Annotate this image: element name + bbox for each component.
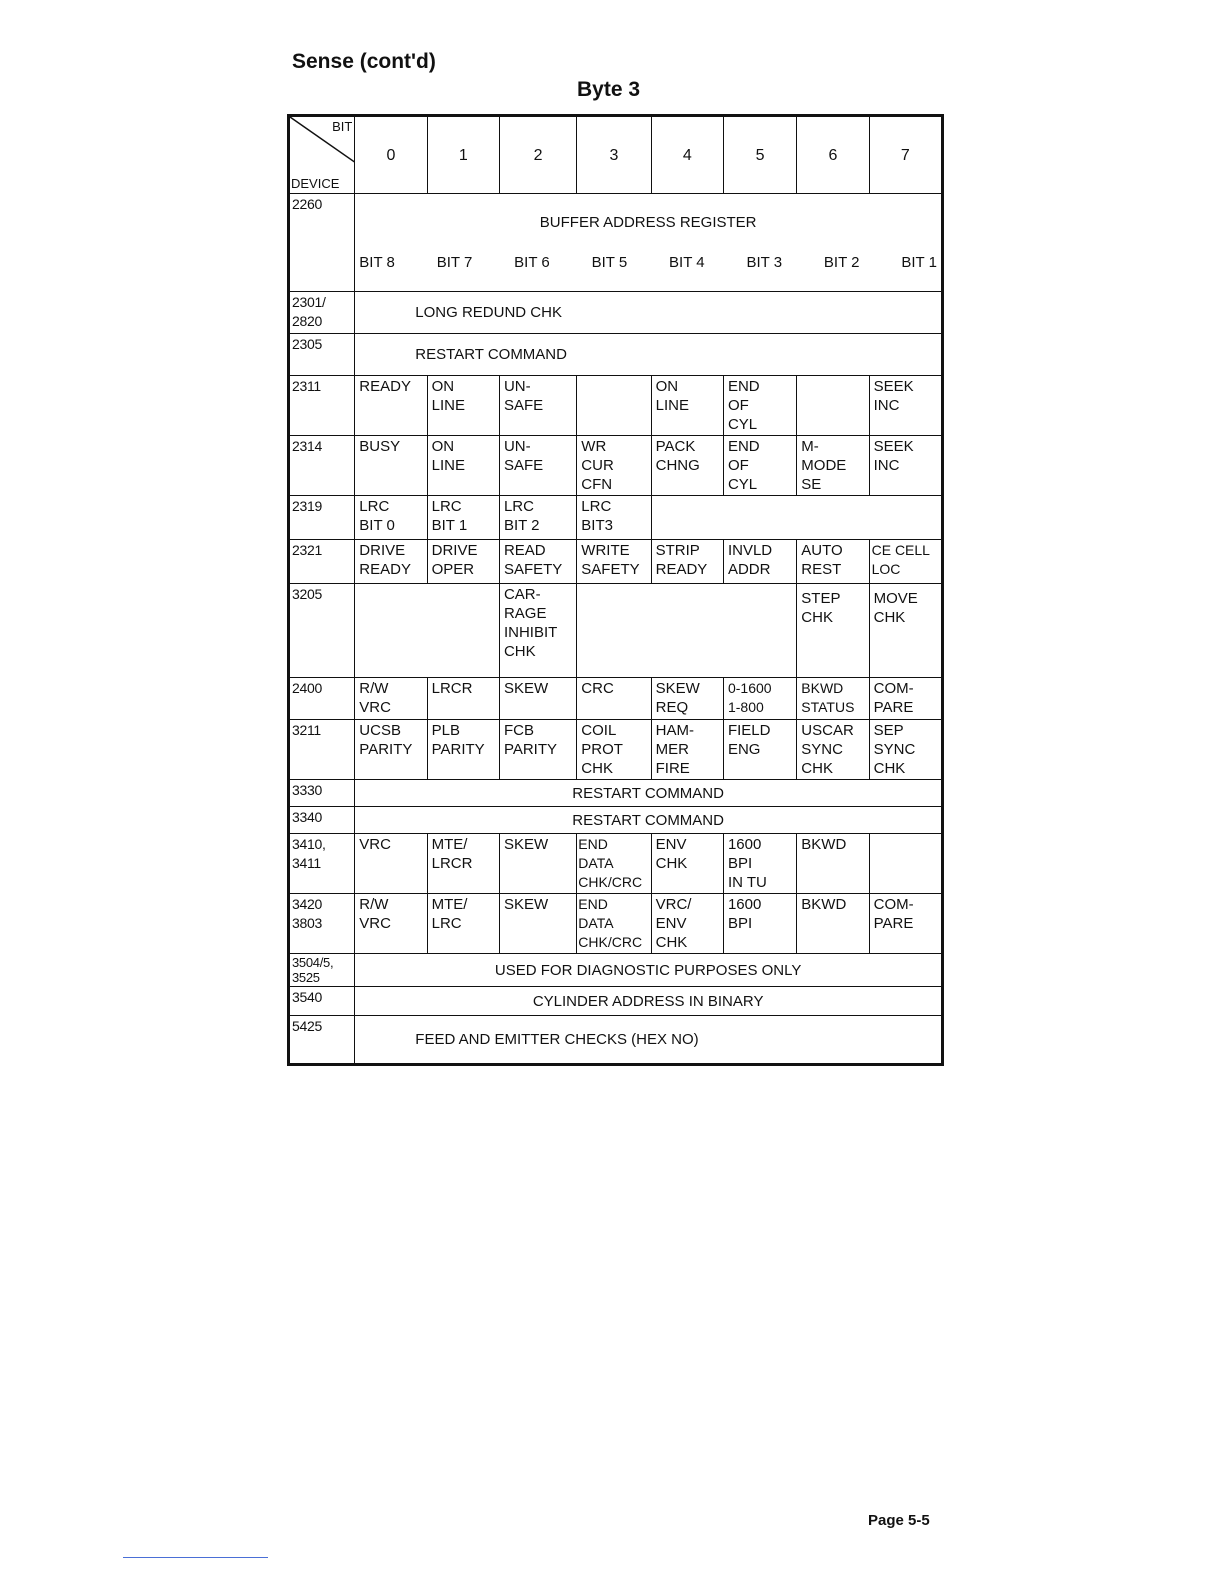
cell-2311-0: READY xyxy=(355,376,427,436)
bit-label-0: BIT 8 xyxy=(359,254,395,271)
cell-2321-2: READ SAFETY xyxy=(499,540,576,584)
cell-3330-span: RESTART COMMAND xyxy=(355,780,943,807)
bit-header-3: 3 xyxy=(577,116,651,194)
row-3540 xyxy=(289,987,943,1016)
cell-3410-7 xyxy=(869,834,942,894)
cell-3211-2: FCB PARITY xyxy=(499,720,576,780)
cell-2314-4: PACK CHNG xyxy=(651,436,723,496)
cell-2321-7: CE CELL LOC xyxy=(869,540,942,584)
bit-label-1: BIT 7 xyxy=(436,254,473,271)
row-2314 xyxy=(289,436,943,496)
bit-label: BIT xyxy=(332,119,353,134)
cell-2319-2: LRC BIT 2 xyxy=(499,496,576,540)
device-3340: 3340 xyxy=(289,807,355,834)
bit-label-7: BIT 1 xyxy=(901,254,937,271)
cell-3211-3: COIL PROT CHK xyxy=(577,720,651,780)
cell-2321-6: AUTO REST xyxy=(797,540,869,584)
cell-3205-2: CAR- RAGE INHIBIT CHK xyxy=(499,584,576,678)
cell-3420-5: 1600 BPI xyxy=(723,894,796,954)
row-2305 xyxy=(289,334,943,376)
row-2400 xyxy=(289,678,943,720)
bit-label-6: BIT 2 xyxy=(823,254,860,271)
bit-order-labels xyxy=(359,253,937,272)
cell-2319-empty xyxy=(651,496,942,540)
cell-3420-4: VRC/ ENV CHK xyxy=(651,894,723,954)
cell-2314-3: WR CUR CFN xyxy=(577,436,651,496)
bit-header-7: 7 xyxy=(869,116,942,194)
row-2311 xyxy=(289,376,943,436)
cell-2321-4: STRIP READY xyxy=(651,540,723,584)
device-3211: 3211 xyxy=(289,720,355,780)
bit-header-5: 5 xyxy=(723,116,796,194)
cell-2400-6: BKWD STATUS xyxy=(797,678,869,720)
cell-3410-6: BKWD xyxy=(797,834,869,894)
bit-header-1: 1 xyxy=(427,116,499,194)
cell-2400-0: R/W VRC xyxy=(355,678,427,720)
cell-2305-span: RESTART COMMAND xyxy=(355,334,943,376)
device-2319: 2319 xyxy=(289,496,355,540)
cell-2321-3: WRITE SAFETY xyxy=(577,540,651,584)
cell-2311-2: UN- SAFE xyxy=(499,376,576,436)
device-3540: 3540 xyxy=(289,987,355,1016)
cell-2400-4: SKEW REQ xyxy=(651,678,723,720)
device-3504: 3504/5, 3525 xyxy=(289,954,355,987)
cell-2400-1: LRCR xyxy=(427,678,499,720)
device-3205: 3205 xyxy=(289,584,355,678)
bit-header-4: 4 xyxy=(651,116,723,194)
cell-2400-7: COM- PARE xyxy=(869,678,942,720)
row-2319 xyxy=(289,496,943,540)
cell-2314-0: BUSY xyxy=(355,436,427,496)
device-2305: 2305 xyxy=(289,334,355,376)
cell-3420-7: COM- PARE xyxy=(869,894,942,954)
cell-3420-2: SKEW xyxy=(499,894,576,954)
cell-3211-5: FIELD ENG xyxy=(723,720,796,780)
cell-2311-1: ON LINE xyxy=(427,376,499,436)
device-5425: 5425 xyxy=(289,1016,355,1065)
row-3410 xyxy=(289,834,943,894)
row-3205 xyxy=(289,584,943,678)
cell-2311-7: SEEK INC xyxy=(869,376,942,436)
page-number: Page 5-5 xyxy=(868,1512,930,1529)
cell-3420-3: END DATA CHK/CRC xyxy=(577,894,651,954)
footer-rule xyxy=(123,1557,268,1558)
cell-2400-5: 0-1600 1-800 xyxy=(723,678,796,720)
bit-header-6: 6 xyxy=(797,116,869,194)
device-3420: 3420 3803 xyxy=(289,894,355,954)
byte-title: Byte 3 xyxy=(577,78,641,101)
cell-3410-1: MTE/ LRCR xyxy=(427,834,499,894)
cell-2311-6 xyxy=(797,376,869,436)
sense-byte3-table xyxy=(287,114,944,1066)
device-label: DEVICE xyxy=(291,176,340,191)
cell-2311-3 xyxy=(577,376,651,436)
cell-3211-7: SEP SYNC CHK xyxy=(869,720,942,780)
section-title: Sense (cont'd) xyxy=(292,50,436,73)
corner-cell xyxy=(289,116,355,194)
cell-3205-empty-a xyxy=(355,584,500,678)
cell-2400-3: CRC xyxy=(577,678,651,720)
row-2260 xyxy=(289,194,943,292)
bit-header-2: 2 xyxy=(499,116,576,194)
device-2321: 2321 xyxy=(289,540,355,584)
row-3330 xyxy=(289,780,943,807)
bit-label-2: BIT 6 xyxy=(514,254,550,271)
buffer-address-register: BUFFER ADDRESS REGISTER xyxy=(539,214,757,231)
cell-3211-4: HAM- MER FIRE xyxy=(651,720,723,780)
row-2321 xyxy=(289,540,943,584)
cell-3410-0: VRC xyxy=(355,834,427,894)
bit-label-5: BIT 3 xyxy=(746,254,783,271)
cell-2321-0: DRIVE READY xyxy=(355,540,427,584)
device-2260: 2260 xyxy=(289,194,355,292)
cell-2321-5: INVLD ADDR xyxy=(723,540,796,584)
header-row xyxy=(289,116,943,194)
cell-3540-span: CYLINDER ADDRESS IN BINARY xyxy=(355,987,943,1016)
cell-2321-1: DRIVE OPER xyxy=(427,540,499,584)
cell-2311-5: END OF CYL xyxy=(723,376,796,436)
cell-2400-2: SKEW xyxy=(499,678,576,720)
device-2311: 2311 xyxy=(289,376,355,436)
cell-3410-4: ENV CHK xyxy=(651,834,723,894)
cell-2319-3: LRC BIT3 xyxy=(577,496,651,540)
cell-3504-span: USED FOR DIAGNOSTIC PURPOSES ONLY xyxy=(355,954,943,987)
device-3330: 3330 xyxy=(289,780,355,807)
device-2400: 2400 xyxy=(289,678,355,720)
cell-2319-0: LRC BIT 0 xyxy=(355,496,427,540)
bit-label-4: BIT 4 xyxy=(669,254,705,271)
row-2301 xyxy=(289,292,943,334)
cell-3211-1: PLB PARITY xyxy=(427,720,499,780)
cell-3211-6: USCAR SYNC CHK xyxy=(797,720,869,780)
cell-3211-0: UCSB PARITY xyxy=(355,720,427,780)
bit-header-0: 0 xyxy=(355,116,427,194)
cell-3205-empty-b xyxy=(577,584,797,678)
device-3410: 3410, 3411 xyxy=(289,834,355,894)
cell-2319-1: LRC BIT 1 xyxy=(427,496,499,540)
cell-3340-span: RESTART COMMAND xyxy=(355,807,943,834)
row-3420 xyxy=(289,894,943,954)
cell-3420-0: R/W VRC xyxy=(355,894,427,954)
row-3340 xyxy=(289,807,943,834)
cell-2311-4: ON LINE xyxy=(651,376,723,436)
cell-2260-span xyxy=(355,194,943,292)
cell-2314-7: SEEK INC xyxy=(869,436,942,496)
cell-2314-6: M- MODE SE xyxy=(797,436,869,496)
cell-3410-2: SKEW xyxy=(499,834,576,894)
cell-3420-1: MTE/ LRC xyxy=(427,894,499,954)
cell-3420-6: BKWD xyxy=(797,894,869,954)
cell-2314-1: ON LINE xyxy=(427,436,499,496)
cell-2314-2: UN- SAFE xyxy=(499,436,576,496)
cell-3410-5: 1600 BPI IN TU xyxy=(723,834,796,894)
device-2301: 2301/ 2820 xyxy=(289,292,355,334)
cell-3205-7: MOVE CHK xyxy=(869,584,942,678)
row-3211 xyxy=(289,720,943,780)
cell-3410-3: END DATA CHK/CRC xyxy=(577,834,651,894)
device-2314: 2314 xyxy=(289,436,355,496)
bit-label-3: BIT 5 xyxy=(591,254,628,271)
cell-2314-5: END OF CYL xyxy=(723,436,796,496)
cell-2301-span: LONG REDUND CHK xyxy=(355,292,943,334)
row-5425 xyxy=(289,1016,943,1065)
cell-5425-span: FEED AND EMITTER CHECKS (HEX NO) xyxy=(355,1016,943,1065)
row-3504 xyxy=(289,954,943,987)
cell-3205-6: STEP CHK xyxy=(797,584,869,678)
